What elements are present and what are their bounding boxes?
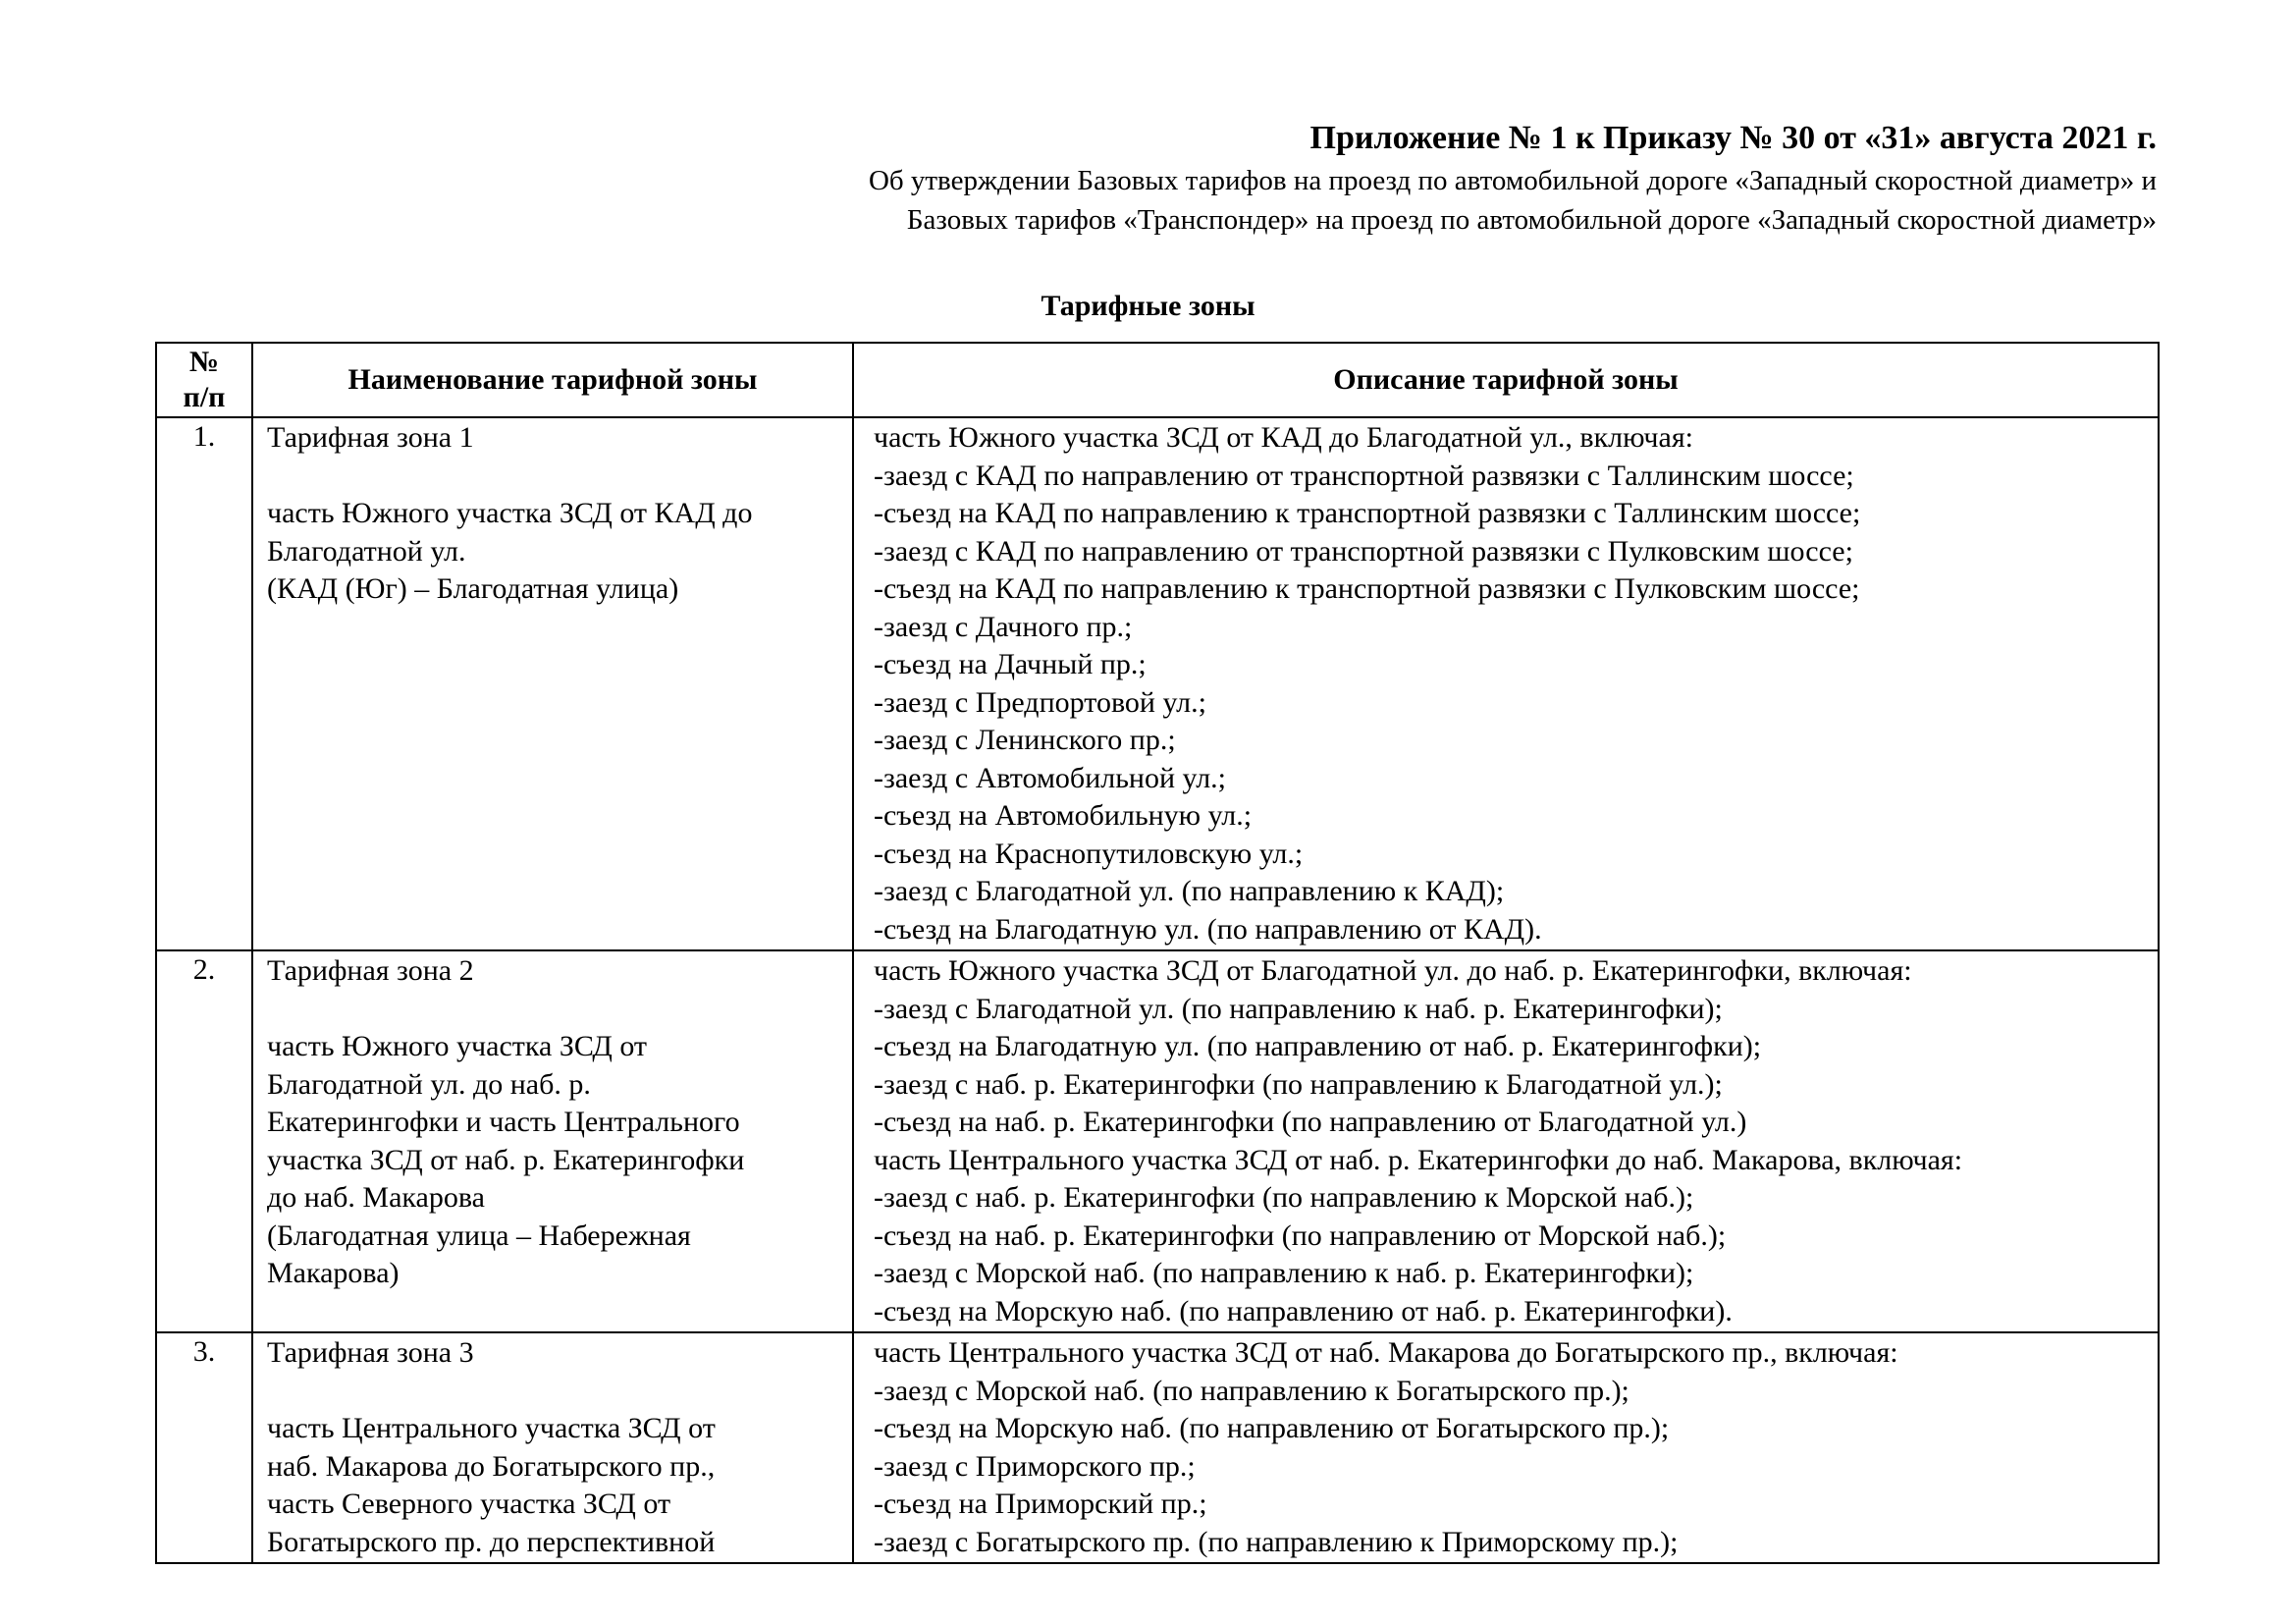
table-row <box>156 417 2159 950</box>
zone-name-cell <box>252 950 853 1332</box>
zone-name-line: часть Северного участка ЗСД от <box>267 1488 671 1520</box>
description-line: -заезд с КАД по направлению от транспортной развязки с Пулковским шоссе; <box>874 534 1853 568</box>
appendix-subtitle-line-1: Об утверждении Базовых тарифов на проезд по автомобильной дороге «Западный скоростной диаметр» и <box>868 165 2157 196</box>
description-line: -съезд на Благодатную ул. (по направлению от наб. р. Екатерингофки); <box>874 1030 1762 1062</box>
description-line: -съезд на наб. р. Екатерингофки (по направлению от Морской наб.); <box>874 1218 1727 1252</box>
description-line: -съезд на Приморский пр.; <box>874 1488 1207 1520</box>
row-number: 2. <box>156 950 252 1332</box>
description-line: -заезд с Дачного пр.; <box>874 610 1133 643</box>
zone-name-line: Макарова) <box>267 1257 400 1289</box>
appendix-subtitle-line-2: Базовых тарифов «Транспондер» на проезд по автомобильной дороге «Западный скоростной диаметр» <box>906 204 2157 236</box>
row-number: 1. <box>156 417 252 950</box>
description-line: -заезд с Ленинского пр.; <box>874 724 1176 756</box>
zone-description-cell <box>853 417 2159 950</box>
zone-title: Тарифная зона 3 <box>267 1336 474 1369</box>
description-line: -съезд на Благодатную ул. (по направлению от КАД). <box>874 912 1542 946</box>
table-header-row <box>156 343 2159 417</box>
column-header-number-line-2: п/п <box>183 381 226 413</box>
zone-name-line: Благодатной ул. <box>267 534 466 568</box>
column-header-zone-description: Описание тарифной зоны <box>853 343 2159 417</box>
description-line: -съезд на Морскую наб. (по направлению от наб. р. Екатерингофки). <box>874 1294 1733 1327</box>
description-line: часть Центрального участка ЗСД от наб. Макарова до Богатырского пр., включая: <box>874 1336 1898 1369</box>
description-line: -заезд с Благодатной ул. (по направлению к КАД); <box>874 875 1505 907</box>
zone-name-line: часть Южного участка ЗСД от КАД до <box>267 497 753 529</box>
description-line: -съезд на КАД по направлению к транспортной развязки с Пулковским шоссе; <box>874 572 1860 605</box>
description-line: -заезд с наб. р. Екатерингофки (по направлению к Морской наб.); <box>874 1181 1694 1214</box>
description-line: часть Центрального участка ЗСД от наб. р. Екатерингофки до наб. Макарова, включая: <box>874 1143 1963 1176</box>
description-line: -заезд с Морской наб. (по направлению к наб. р. Екатерингофки); <box>874 1257 1694 1289</box>
zone-name-line: до наб. Макарова <box>267 1181 485 1214</box>
zone-name-line: (КАД (Юг) – Благодатная улица) <box>267 572 679 605</box>
description-line: -заезд с Благодатной ул. (по направлению к наб. р. Екатерингофки); <box>874 992 1723 1025</box>
description-line: -съезд на Морскую наб. (по направлению от Богатырского пр.); <box>874 1412 1670 1444</box>
table-title: Тарифные зоны <box>1041 290 1255 322</box>
description-line: часть Южного участка ЗСД от Благодатной ул. до наб. р. Екатерингофки, включая: <box>874 954 1912 987</box>
zone-title: Тарифная зона 1 <box>267 421 474 454</box>
table-row <box>156 950 2159 1332</box>
description-line: -заезд с Предпортовой ул.; <box>874 685 1206 719</box>
zone-title: Тарифная зона 2 <box>267 954 474 987</box>
zone-name-cell <box>252 417 853 950</box>
zone-name-line: Богатырского пр. до перспективной <box>267 1525 716 1558</box>
tariff-zones-table <box>155 342 2160 1564</box>
zone-name-line: участка ЗСД от наб. р. Екатерингофки <box>267 1143 745 1176</box>
column-header-number <box>156 343 252 417</box>
description-line: -заезд с наб. р. Екатерингофки (по направлению к Благодатной ул.); <box>874 1067 1723 1101</box>
zone-name-cell <box>252 1332 853 1563</box>
description-line: -заезд с Богатырского пр. (по направлению к Приморскому пр.); <box>874 1525 1679 1558</box>
description-line: -съезд на наб. р. Екатерингофки (по направлению от Благодатной ул.) <box>874 1106 1747 1138</box>
description-line: -съезд на Автомобильную ул.; <box>874 799 1253 832</box>
zone-name-line: Екатерингофки и часть Центрального <box>267 1106 740 1138</box>
description-line: -съезд на Краснопутиловскую ул.; <box>874 837 1304 870</box>
zone-description-cell <box>853 950 2159 1332</box>
zone-name-line: наб. Макарова до Богатырского пр., <box>267 1449 716 1483</box>
description-line: -заезд с Автомобильной ул.; <box>874 761 1227 794</box>
description-line: -съезд на КАД по направлению к транспортной развязки с Таллинским шоссе; <box>874 497 1861 529</box>
description-line: -съезд на Дачный пр.; <box>874 648 1147 680</box>
zone-name-line: часть Центрального участка ЗСД от <box>267 1412 716 1444</box>
column-header-number-line-1: № <box>188 346 220 378</box>
row-number: 3. <box>156 1332 252 1563</box>
column-header-zone-name: Наименование тарифной зоны <box>252 343 853 417</box>
description-line: -заезд с КАД по направлению от транспортной развязки с Таллинским шоссе; <box>874 459 1854 492</box>
zone-name-line: (Благодатная улица – Набережная <box>267 1218 691 1252</box>
appendix-title: Приложение № 1 к Приказу № 30 от «31» августа 2021 г. <box>1309 120 2157 156</box>
description-line: -заезд с Морской наб. (по направлению к Богатырского пр.); <box>874 1374 1629 1407</box>
table-row <box>156 1332 2159 1563</box>
zone-name-line: Благодатной ул. до наб. р. <box>267 1067 591 1101</box>
description-line: -заезд с Приморского пр.; <box>874 1449 1196 1483</box>
zone-description-cell <box>853 1332 2159 1563</box>
description-line: часть Южного участка ЗСД от КАД до Благодатной ул., включая: <box>874 421 1693 454</box>
document-header <box>292 116 2157 240</box>
zone-name-line: часть Южного участка ЗСД от <box>267 1030 648 1062</box>
